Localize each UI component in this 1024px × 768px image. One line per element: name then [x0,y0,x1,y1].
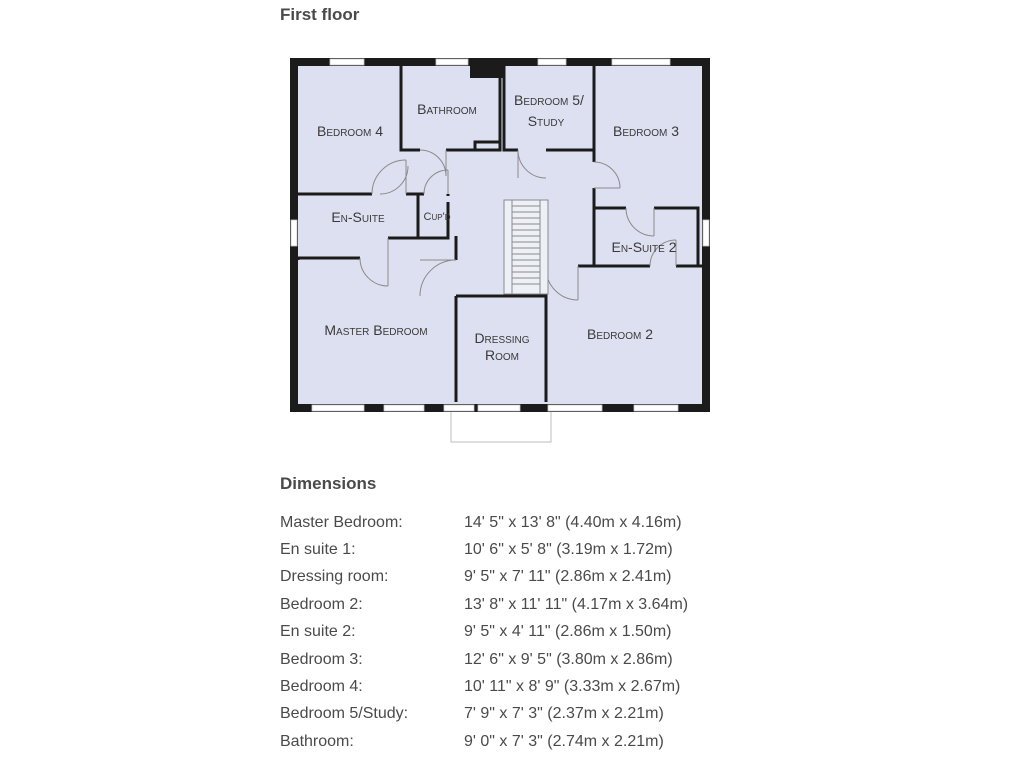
room-label-en-suite: En-Suite [331,209,385,225]
room-name: Dressing room: [280,568,389,586]
room-name: Bedroom 4: [280,678,363,696]
room-size: 7' 9" x 7' 3" (2.37m x 2.21m) [464,705,664,723]
room-name: En suite 1: [280,541,356,559]
dimensions-table [280,509,688,756]
room-name: Bathroom: [280,732,354,750]
room-size: 9' 5" x 7' 11" (2.86m x 2.41m) [464,568,672,586]
table-row [280,536,688,563]
room-label-bedroom-2: Bedroom 2 [586,326,654,342]
room-size: 9' 5" x 4' 11" (2.86m x 1.50m) [464,623,672,641]
room-label-cupboard: Cup'd [423,211,451,223]
table-row [280,673,688,700]
staircase [504,200,548,294]
table-row [280,564,688,591]
table-row [280,728,688,755]
room-name: Master Bedroom: [280,513,403,531]
balcony-outline [451,410,551,442]
floor-title: First floor [280,5,360,24]
room-label-bedroom-5-line1: Bedroom 5/ [514,92,584,108]
room-label-bedroom-4: Bedroom 4 [316,123,384,139]
room-size: 13' 8" x 11' 11" (4.17m x 3.64m) [464,595,689,613]
table-row [280,591,688,618]
dimensions-title: Dimensions [280,474,377,493]
floor-plan [280,50,720,450]
room-size: 10' 6" x 5' 8" (3.19m x 1.72m) [464,541,673,559]
room-label-bedroom-3: Bedroom 3 [612,123,680,139]
room-name: En suite 2: [280,623,356,641]
room-label-en-suite-2: En-Suite 2 [611,239,677,255]
room-label-dressing-line1: Dressing [474,330,530,346]
room-label-dressing-line2: Room [485,347,519,363]
table-row [280,509,688,536]
room-label-master-bedroom: Master Bedroom [324,322,428,338]
room-size: 9' 0" x 7' 3" (2.74m x 2.21m) [464,732,664,750]
room-label-bedroom-5-line2: Study [527,113,565,129]
table-row [280,619,688,646]
room-label-bathroom: Bathroom [417,101,477,117]
room-name: Bedroom 2: [280,595,363,613]
room-size: 12' 6" x 9' 5" (3.80m x 2.86m) [464,650,673,668]
room-name: Bedroom 3: [280,650,363,668]
table-row [280,646,688,673]
room-size: 14' 5" x 13' 8" (4.40m x 4.16m) [464,513,682,531]
table-row [280,701,688,728]
room-size: 10' 11" x 8' 9" (3.33m x 2.67m) [464,678,681,696]
room-name: Bedroom 5/Study: [280,705,409,723]
